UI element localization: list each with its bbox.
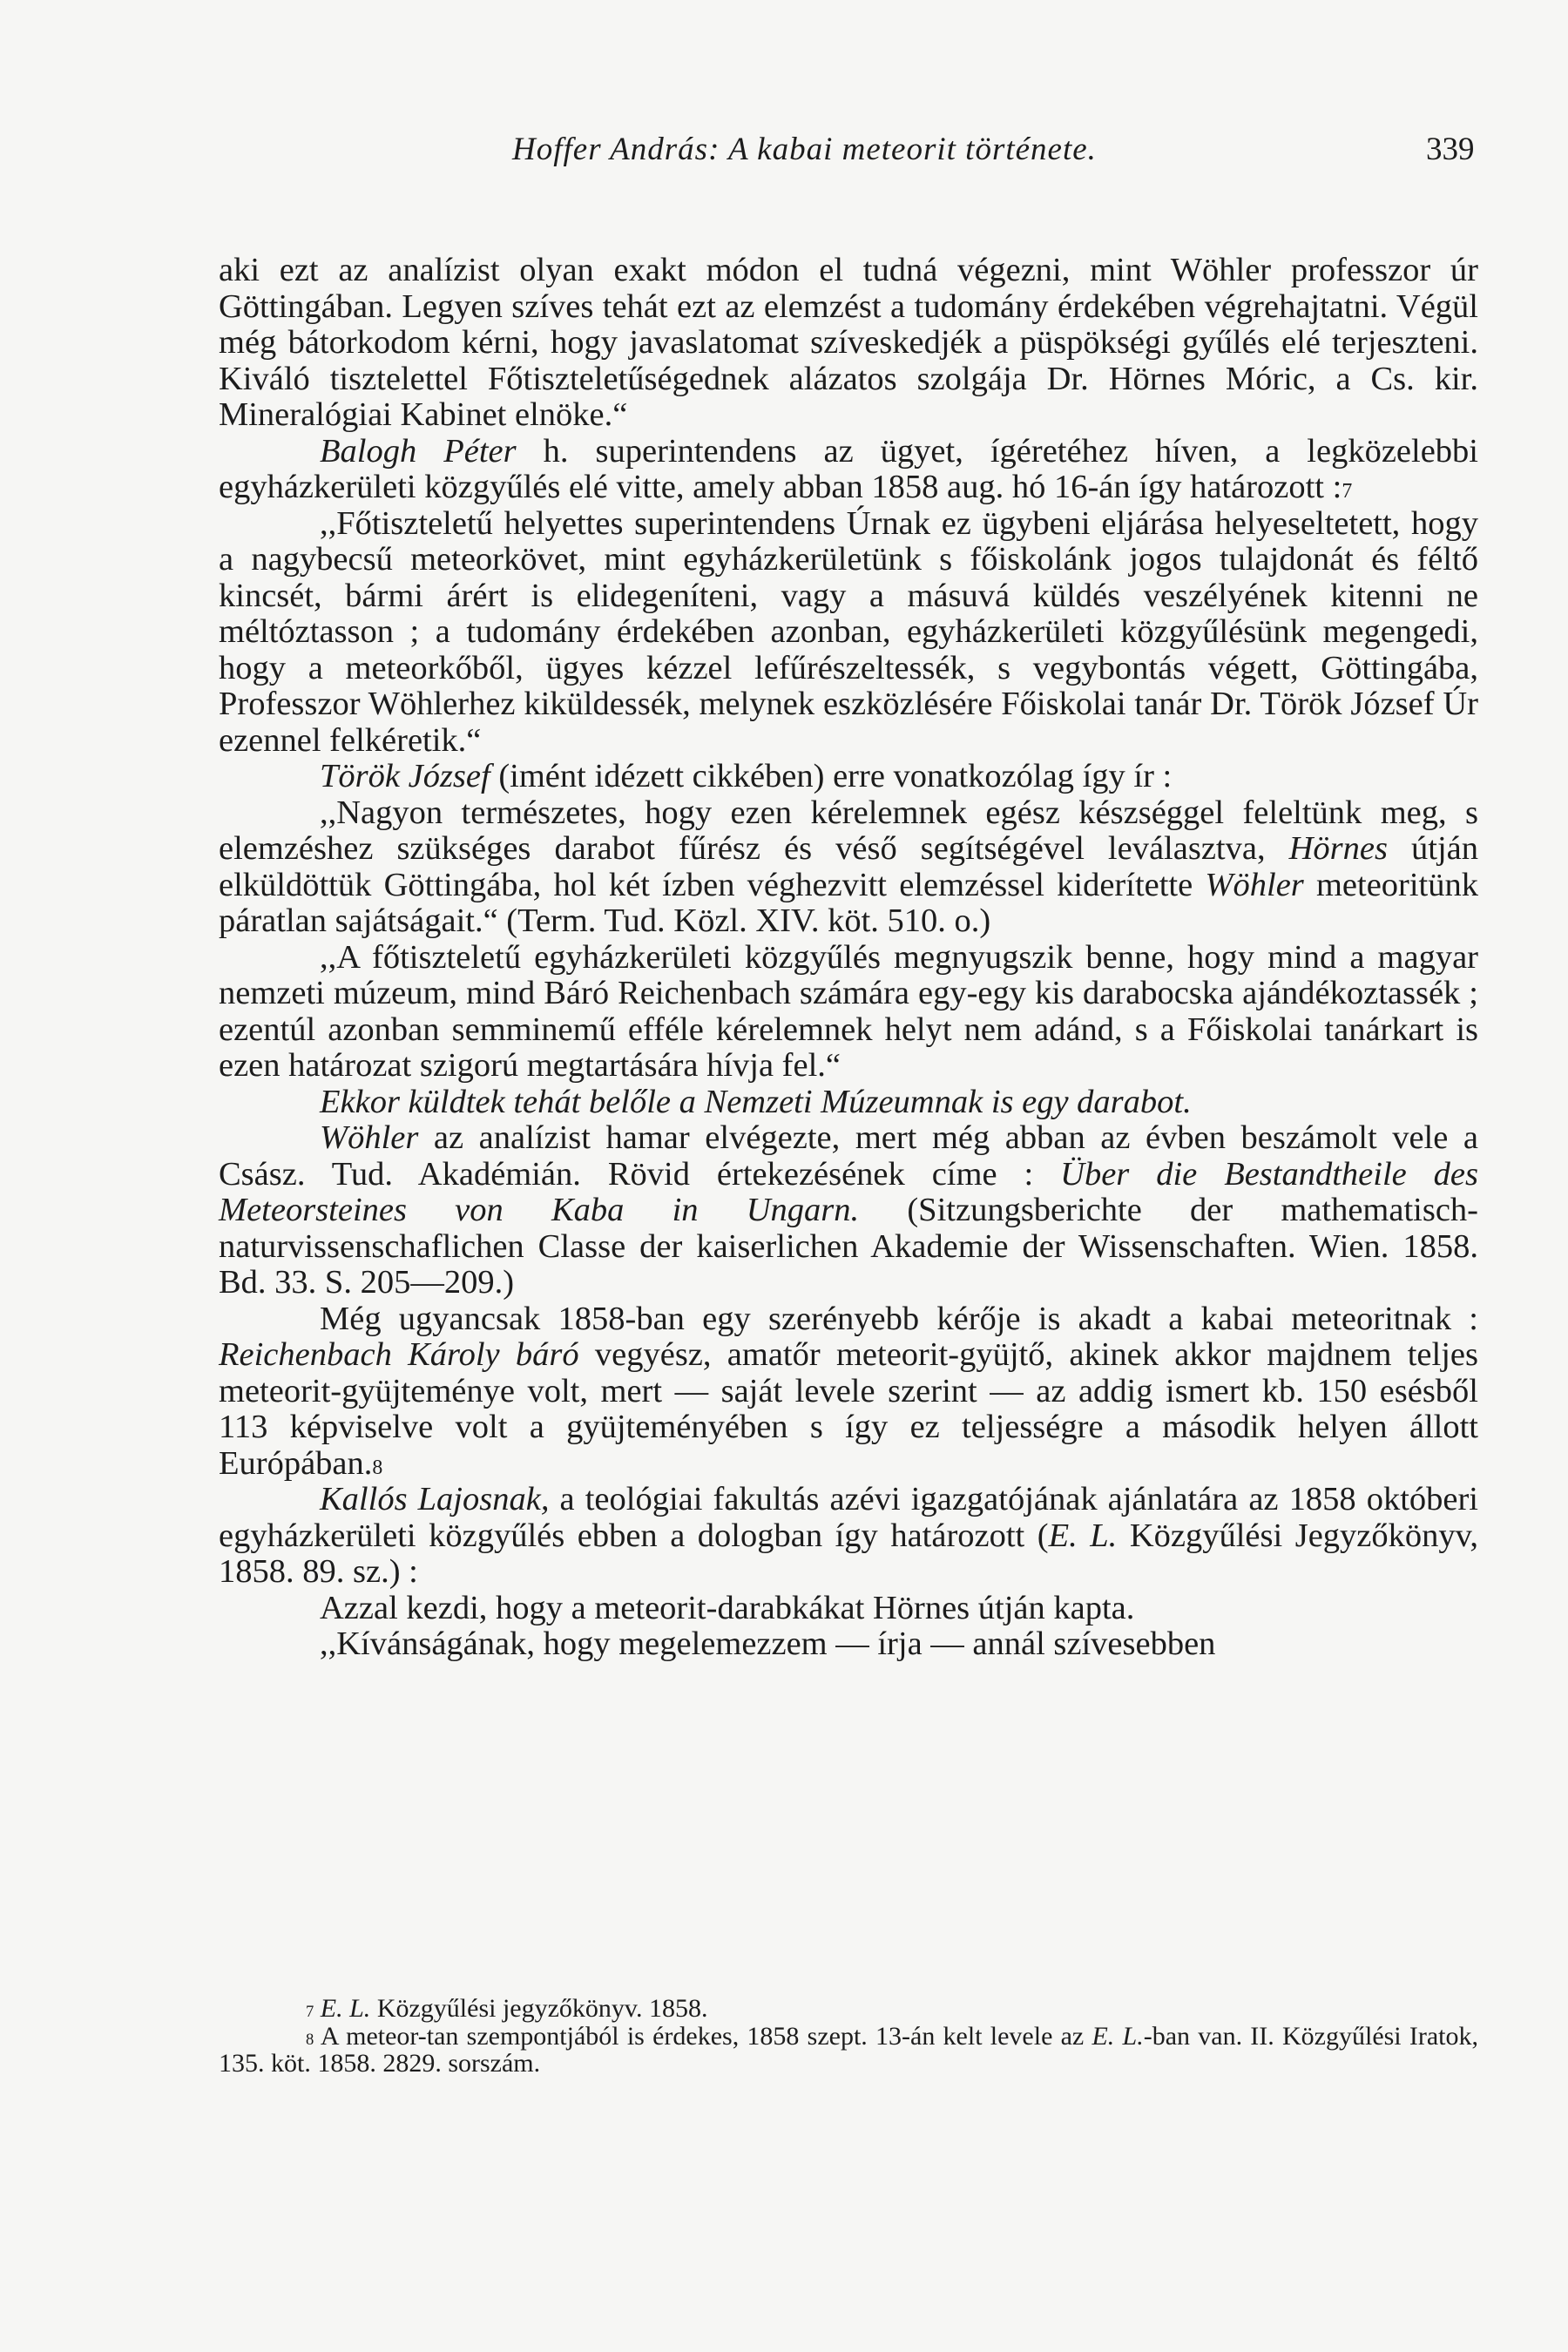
- footnote-ref-8: 8: [372, 1456, 383, 1479]
- page-header: [0, 131, 1568, 174]
- person-name: Kallós Lajosnak,: [320, 1481, 550, 1517]
- footnote-7: $^7$ E. L. Közgyűlési jegyzőkönyv. 1858.: [306, 1994, 708, 2023]
- running-title: Hoffer András: A kabai meteorit története.: [512, 132, 1097, 167]
- paragraph-balogh: Balogh Péter h. superintendens az ügyet, ígéretéhez híven, a legközelebbi egyházkerületi közgyűlés elé vitte, amely abban 1858 aug. hó 16-án így határozott :$^7$: [219, 432, 1478, 505]
- person-name: Wöhler: [320, 1119, 419, 1156]
- footnotes: [219, 1995, 1478, 2078]
- paragraph-resolution-quote: ,,Főtiszteletű helyettes superintendens Úrnak ez ügybeni eljárása helyeseltetett, hogy a nagybecsű meteorkövet, mint egyházkerületünk s főiskolánk jogos tulajdonát és féltő kincsét, bármi árért is elidegeníteni, vagy a másuvá küldés veszélyének kitenni ne méltóztasson ; a tudomány érdekében azonban, egyházkerületi közgyűlésünk megengedi, hogy a meteorkőből, ügyes kézzel lefűrészeltessék, s vegybontás végett, Göttingába, Professzor Wöhlerhez kiküldessék, melynek eszközlésére Főiskolai tanár Dr. Török József Úr ezennel felkéretik.“: [219, 504, 1478, 759]
- paragraph-hornes-letter-end: aki ezt az analízist olyan exakt módon el tudná végezni, mint Wöhler professzor úr Göttingában. Legyen szíves tehát ezt az elemzést a tudomány érdekében végrehajtatni. Végül még bátorkodom kérni, hogy javaslatomat szíveskedjék a püspökségi gyűlés elé terjeszteni. Kiváló tisztelettel Főtiszteletűségednek alázatos szolgája Dr. Hörnes Móric, a Cs. kir. Mineralógiai Kabinet elnöke.“: [219, 252, 1478, 433]
- person-name: Balogh Péter: [320, 432, 517, 470]
- footnote-8: $^8$ A meteor-tan szempontjából is érdekes, 1858 szept. 13-án kelt levele az E. L.-ban van. II. Közgyűlési Iratok, 135. köt. 1858. 2829. sorszám.: [219, 2021, 1478, 2078]
- paragraph-hornes-pieces: Azzal kezdi, hogy a meteorit-darabkákat Hörnes útján kapta.: [320, 1589, 1135, 1626]
- footnote-number: 8: [306, 2030, 314, 2049]
- paragraph-torok-quote: ,,Nagyon természetes, hogy ezen kérelemnek egész készséggel feleltünk meg, s elemzéshez szükséges darabot fűrész és véső segítségével leválasztva, Hörnes útján elküldöttük Göttingába, hol két ízben véghezvitt elemzéssel kiderítette Wöhler meteoritünk páratlan sajátságait.“ (Term. Tud. Közl. XIV. köt. 510. o.): [219, 794, 1478, 939]
- page-number: 339: [1426, 132, 1475, 167]
- person-name: Török József: [320, 758, 490, 794]
- footnote-number: 7: [306, 2003, 314, 2021]
- person-name: Reichenbach Károly báró: [219, 1336, 579, 1373]
- footnote-ref-7: 7: [1342, 480, 1353, 503]
- paragraph-torok: Török József (imént idézett cikkében) erre vonatkozólag így ír :: [320, 758, 1173, 794]
- paragraph-wohler-analysis: Wöhler az analízist hamar elvégezte, mert még abban az évben beszámolt vele a Csász. Tud. Akadémián. Rövid értekezésének címe : Über die Bestandtheile des Meteorsteines von Kaba in Ungarn. (Sitzungsberichte der mathematisch-naturvissenschaflichen Classe der kaiserlichen Akademie der Wissenschaften. Wien. 1858. Bd. 33. S. 205—209.): [219, 1119, 1479, 1301]
- body-text: [219, 253, 1478, 1663]
- paragraph-assembly-decision: ,,A főtiszteletű egyházkerületi közgyűlés megnyugszik benne, hogy mind a magyar nemzeti múzeum, mind Báró Reichenbach számára egy-egy kis darabocska ajándékoztassék ; ezentúl azonban semminemű efféle kérelemnek helyt nem adánd, s a Főiskolai tanárkart is ezen határozat szigorú megtartására hívja fel.“: [219, 938, 1478, 1084]
- paragraph-kallos: Kallós Lajosnak, a teológiai fakultás azévi igazgatójának ajánlatára az 1858 októberi egyházkerületi közgyűlés ebben a dologban így határozott (E. L. Közgyűlési Jegyzőkönyv, 1858. 89. sz.) :: [219, 1481, 1478, 1590]
- paragraph-letter-quote: ,,Kívánságának, hogy megelemezzem — írja — annál szívesebben: [320, 1625, 1216, 1662]
- person-name: Hörnes: [1288, 830, 1388, 867]
- publication-title: Über die Bestandtheile des Meteorsteines von Kaba in Ungarn.: [219, 1155, 1479, 1228]
- paragraph-museum: Ekkor küldtek tehát belőle a Nemzeti Múzeumnak is egy darabot.: [320, 1083, 1192, 1120]
- person-name: Wöhler: [1205, 866, 1304, 903]
- paragraph-reichenbach: Még ugyancsak 1858-ban egy szerényebb kérője is akadt a kabai meteoritnak : Reichenbach Károly báró vegyész, amatőr meteorit-gyüjtő, akinek akkor majdnem teljes meteorit-gyüjteménye volt, mert — saját levele szerint — az addig ismert kb. 150 esésből 113 képviselve volt a gyüjteményében s így ez teljességre a második helyen állott Európában.$^8$: [219, 1300, 1478, 1482]
